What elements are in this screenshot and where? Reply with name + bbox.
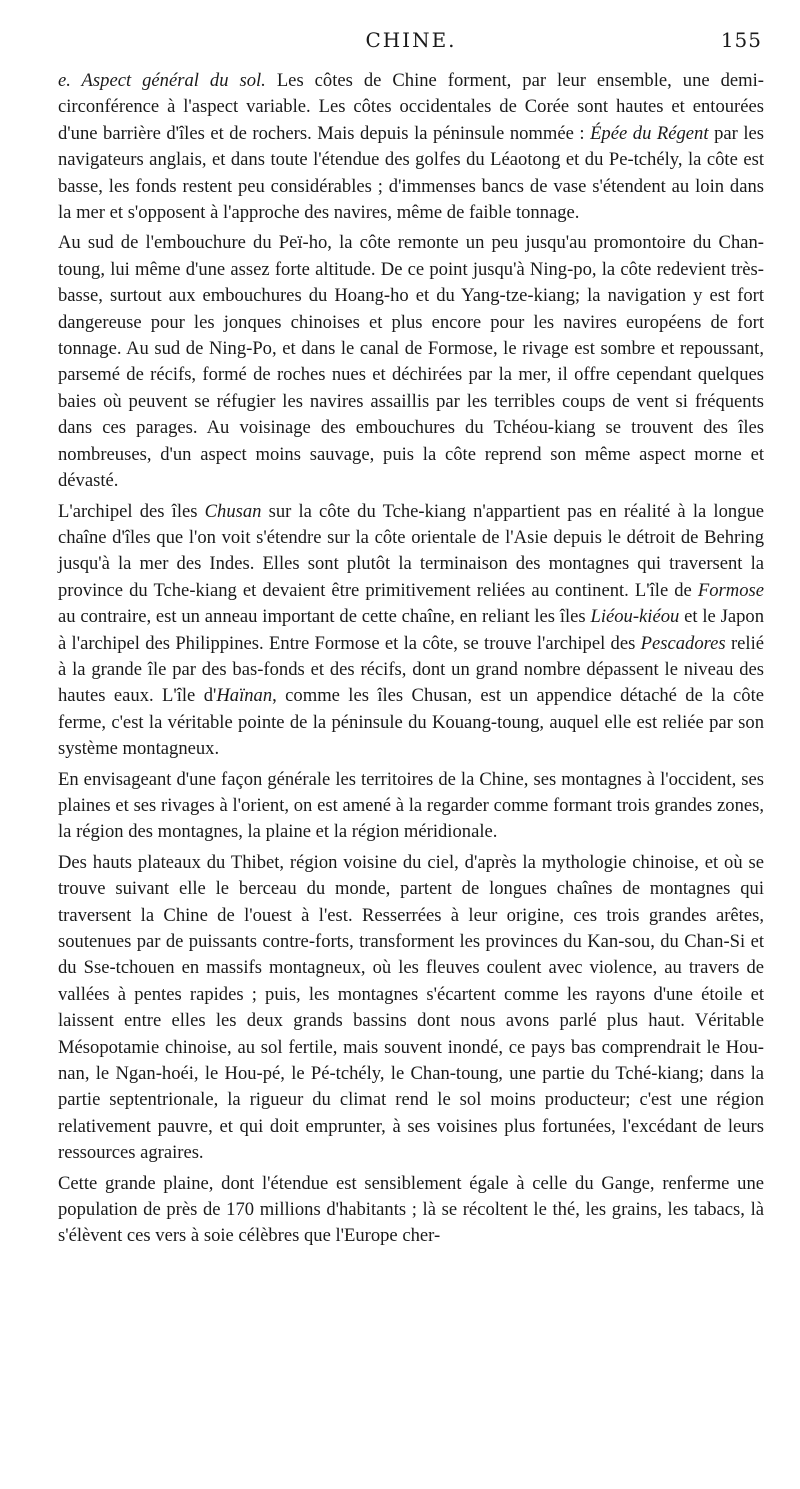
- paragraph-segments: [58, 501, 764, 760]
- italic-term: Chusan: [204, 500, 262, 522]
- text-run: Des hauts plateaux du Thibet, région voisine du ciel, d'après la mythologie chinoise, et où se trouve suivant elle le berceau du monde, partent de longues chaînes de montagnes qui traversent la Chine de l'ouest à l'est. Resserrées à leur origine, ces trois grandes arêtes, soutenues par de puissants contre-forts, transforment les provinces du Kan-sou, du Chan-Si et du Sse-tchouen en massifs montagneux, où les fleuves coulent avec violence, au travers de vallées à pentes rapides ; puis, les montagnes s'écartent comme les rayons d'une étoile et laissent entre elles les deux grands bassins dont nous avons parlé plus haut. Véritable Mésopotamie chinoise, au sol fertile, mais souvent inondé, ce pays bas comprendrait le Hou-nan, le Ngan-hoéi, le Hou-pé, le Pé-tchély, le Chan-toung, une partie du Tché-kiang; dans la partie septentrionale, la rigueur du climat rend le sol moins producteur; c'est une région relativement pauvre, et qui doit emprunter, à ses voisines plus fortunées, l'excédant de leurs ressources agraires.: [58, 851, 764, 1164]
- italic-term: Haïnan: [216, 685, 273, 707]
- text-run: par les navigateurs anglais, et dans toute l'étendue des golfes du Léaotong et du Pe-tchély, la côte est basse, les fonds restent peu considérables ; d'immenses bancs de vase s'étendent au loin dans la mer et s'opposent à l'approche des navires, même de faible tonnage.: [58, 122, 764, 224]
- paragraph-segments: [58, 769, 764, 843]
- paragraph-segments: [58, 70, 764, 223]
- paragraph-segments: [58, 232, 764, 491]
- text-run: , comme les îles Chusan, est un appendice détaché de la côte ferme, c'est la véritable pointe de la péninsule du Kouang-toung, auquel elle est reliée par son système montagneux.: [58, 685, 764, 760]
- paragraph: [58, 64, 764, 226]
- text-run: sur la côte du Tche-kiang n'appartient pas en réalité à la longue chaîne d'îles que l'on voit s'étendre sur la côte orientale de l'Asie depuis le détroit de Behring jusqu'à la mer des Indes. Elles sont plutôt la terminaison des montagnes qui traversent la province du Tche-kiang et devaient être primitivement reliées au continent. L'île de: [58, 500, 765, 601]
- text-run: et le Japon à l'archipel des Philippines. Entre Formose et la côte, se trouve l'archipel des: [58, 606, 764, 654]
- running-head: [58, 28, 764, 64]
- text-run: Les côtes de Chine forment, par leur ensemble, une demi-circonférence à l'aspect variable. Les côtes occidentales de Corée sont hautes et entourées d'une barrière d'îles et de rochers. Mais depuis la péninsule nommée :: [58, 70, 764, 144]
- page-number: 155: [720, 28, 762, 52]
- paragraph: [58, 763, 764, 846]
- text-run: au contraire, est un anneau important de cette chaîne, en reliant les îles: [58, 606, 591, 628]
- text-run: Cette grande plaine, dont l'étendue est sensiblement égale à celle du Gange, renferme une population de près de 170 millions d'habitants ; là se récoltent le thé, les grains, les tabacs, là s'élèvent ces vers à soie célèbres que l'Europe cher-: [58, 1172, 764, 1247]
- text-run: L'archipel des îles: [58, 500, 205, 522]
- italic-term: Pescadores: [640, 632, 726, 654]
- running-title: CHINE.: [365, 28, 457, 52]
- text-run: Au sud de l'embouchure du Peï-ho, la côte remonte un peu jusqu'au promontoire du Chan-toung, lui même d'une assez forte altitude. De ce point jusqu'à Ning-po, la côte redevient très-basse, surtout aux embouchures du Hoang-ho et du Yang-tze-kiang; la navigation y est fort dangereuse pour les jonques chinoises et plus encore pour les navires européens de fort tonnage. Au sud de Ning-Po, et dans le canal de Formose, le rivage est sombre et repoussant, parsemé de récifs, formé de roches nues et déchirées par la mer, il offre cependant quelques baies où peuvent se réfugier les navires assaillis par les terribles coups de vent si fréquents dans ces parages. Au voisinage des embouchures du Tchéou-kiang se trouvent des îles nombreuses, d'un aspect moins sauvage, puis la côte reprend son même aspect morne et dévasté.: [58, 232, 764, 492]
- body-text: [58, 64, 764, 1250]
- paragraph-segments: [58, 852, 764, 1163]
- text-run: relié à la grande île par des bas-fonds et des récifs, dont un grand nombre dépassent le niveau des hautes eaux. L'île d': [58, 632, 765, 707]
- italic-term: Épée du Régent: [590, 122, 709, 144]
- paragraph: [58, 1167, 764, 1250]
- italic-term: Formose: [697, 579, 764, 601]
- paragraph: [58, 846, 764, 1167]
- paragraph-segments: [58, 1173, 764, 1247]
- paragraph: [58, 495, 764, 763]
- section-heading: e. Aspect général du sol.: [58, 70, 266, 91]
- paragraph: [58, 226, 764, 494]
- italic-term: Liéou-kiéou: [590, 606, 680, 628]
- text-run: En envisageant d'une façon générale les territoires de la Chine, ses montagnes à l'occident, ses plaines et ses rivages à l'orient, on est amené à la regarder comme formant trois grandes zones, la région des montagnes, la plaine et la région méridionale.: [58, 768, 764, 843]
